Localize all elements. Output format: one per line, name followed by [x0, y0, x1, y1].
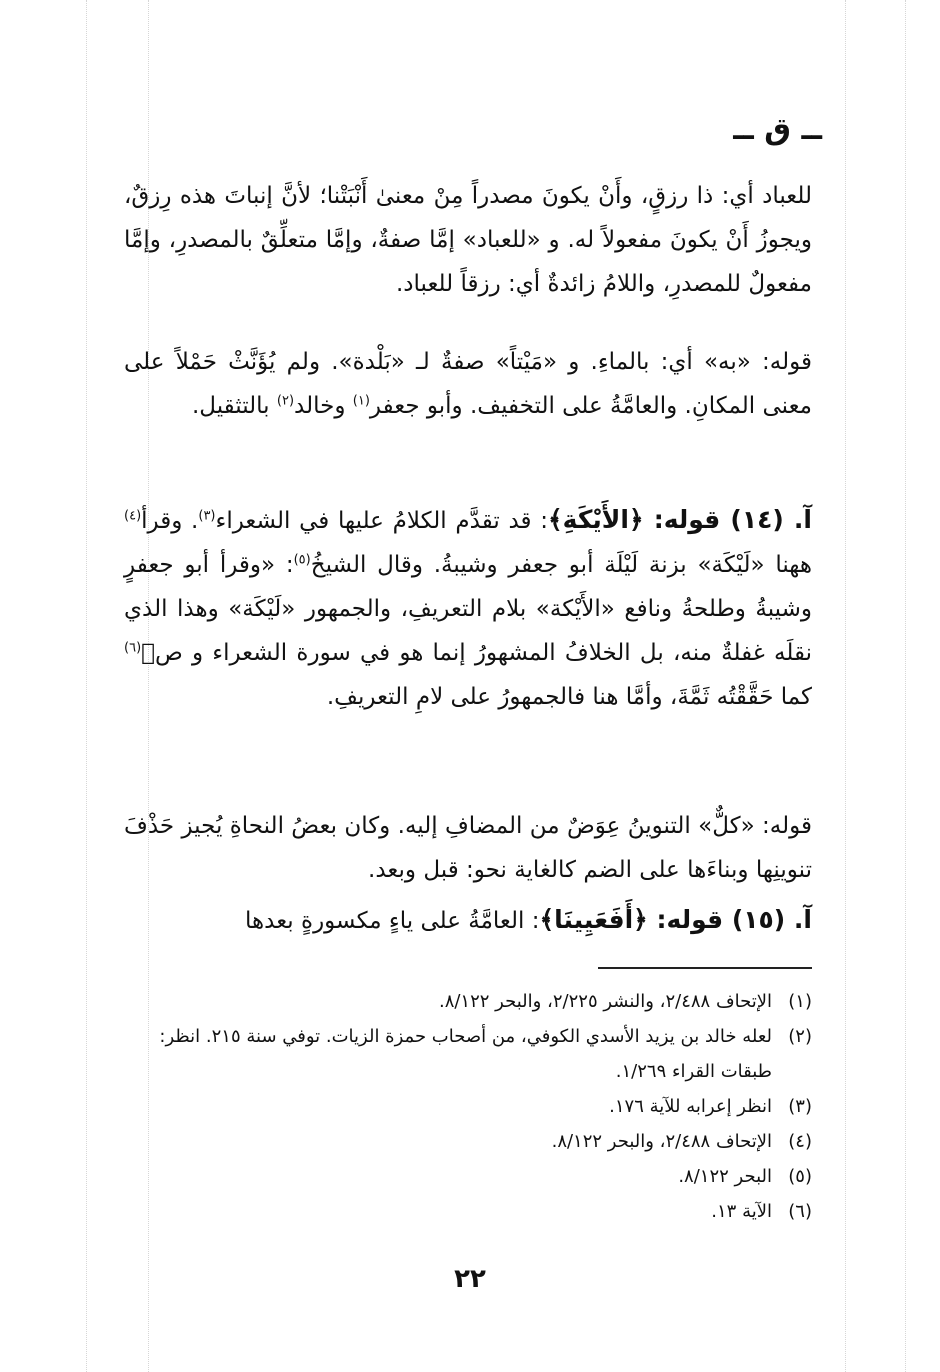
- footnote-text: الإتحاف ٢/٤٨٨، والبحر ٨/١٢٢.: [551, 1131, 772, 1152]
- paragraph-3: [124, 498, 812, 719]
- footnote-text: البحر ٨/١٢٢.: [678, 1166, 772, 1187]
- footnote-item: [126, 984, 812, 1019]
- paragraph-3-text: كما حَقَّقْتُه ثَمَّةَ، وأمَّا هنا فالجمهورُ على لامِ التعريفِ.: [326, 684, 812, 710]
- paragraph-3-text: . وقرأ: [141, 508, 199, 534]
- footnote-text: الآية ١٣.: [711, 1201, 772, 1222]
- footnote-text: لعله خالد بن يزيد الأسدي الكوفي، من أصحاب حمزة الزيات. توفي سنة ٢١٥. انظر: طبقات القراء ١/٢٦٩.: [159, 1026, 772, 1082]
- paragraph-2-text: بالتثقيل.: [191, 393, 277, 419]
- paragraph-3-text: : قد تقدَّم الكلامُ عليها في الشعراء: [215, 508, 549, 534]
- footnotes-list: [126, 984, 812, 1229]
- footnote-item: [126, 1124, 812, 1159]
- scan-margin-line: [845, 0, 846, 1372]
- footnote-text: انظر إعرابه للآية ١٧٦.: [609, 1096, 772, 1117]
- footnote-item: [126, 1159, 812, 1194]
- section-letter-header: ــ ق ــ: [733, 112, 822, 147]
- footnote-ref-2[interactable]: (٢): [276, 393, 295, 409]
- footnote-number: (٢): [788, 1026, 812, 1047]
- paragraph-5: [124, 898, 812, 943]
- paragraph-4: قوله: «كلٌّ» التنوينُ عِوَضٌ من المضافِ إليه. وكان بعضُ النحاةِ يُجيز حَذْفَ تنوينِها وبناءَها على الضم كالغاية نحو: قبل وبعد.: [124, 813, 812, 883]
- scan-margin-line: [86, 0, 87, 1372]
- paragraph-2-text: وخالد: [294, 393, 353, 419]
- footnote-ref-1[interactable]: (١): [352, 393, 370, 409]
- paragraph-2-text: قوله: «به» أي: بالماءِ. و «مَيْتاً» صفةٌ لـ «بَلْدة». ولم يُؤَنَّثْ حَمْلاً على معنى المكانِ. والعامَّةُ على التخفيف. وأبو جعفر: [124, 349, 812, 419]
- footnote-ref-5[interactable]: (٥): [293, 552, 311, 568]
- footnote-number: (٤): [788, 1131, 812, 1152]
- footnote-number: (٣): [788, 1096, 812, 1117]
- footnote-ref-3[interactable]: (٣): [198, 508, 216, 524]
- paragraph-2: [124, 340, 812, 428]
- paragraph-3-text: ههنا «لَيْكَة» بزنة لَيْلَة أبو جعفر وشيبةُ. وقال الشيخُ: [310, 552, 812, 578]
- page-number: ٢٢: [454, 1264, 486, 1294]
- verse-heading-15: آ. (١٥) قوله: ﴿أَفَعَيِينَا﴾: [539, 905, 812, 934]
- paragraph-3-text: : «وقرأ أبو جعفرٍ وشيبةُ وطلحةُ ونافع «الأَيْكة» بلام التعريفِ، والجمهور «لَيْكَة» وهذا الذي نقلَه غفلةٌ منه، بل الخلافُ المشهورُ إنما هو في سورة الشعراء و صۤ: [124, 552, 812, 666]
- footnote-separator: [598, 967, 812, 969]
- footnote-text: الإتحاف ٢/٤٨٨، والنشر ٢/٢٢٥، والبحر ٨/١٢٢.: [438, 991, 772, 1012]
- footnote-ref-6[interactable]: (٦): [124, 640, 142, 656]
- verse-heading-14: آ. (١٤) قوله: ﴿الأَيْكَةِ﴾: [548, 505, 812, 534]
- footnote-item: [126, 1089, 812, 1124]
- footnote-ref-4[interactable]: (٤): [124, 508, 142, 524]
- paragraph-1: للعباد أي: ذا رزقٍ، وأَنْ يكونَ مصدراً مِنْ معنىٰ أَنْبَتْنا؛ لأنَّ إنباتَ هذه رِزقٌ، ويجوزُ أَنْ يكونَ مفعولاً له. و «للعباد» إمَّا صفةٌ، وإمَّا متعلِّقٌ بالمصدرِ، وإمَّا مفعولٌ للمصدرِ، واللامُ زائدةٌ أي: رزقاً للعباد.: [124, 183, 812, 297]
- paragraph-5-text: : العامَّةُ على ياءٍ مكسورةٍ بعدها: [245, 908, 540, 934]
- footnote-item: [126, 1194, 812, 1229]
- footnote-number: (٦): [788, 1201, 812, 1222]
- scan-margin-line: [905, 0, 906, 1372]
- footnote-number: (١): [788, 991, 812, 1012]
- footnote-item: [126, 1019, 812, 1089]
- footnote-number: (٥): [788, 1166, 812, 1187]
